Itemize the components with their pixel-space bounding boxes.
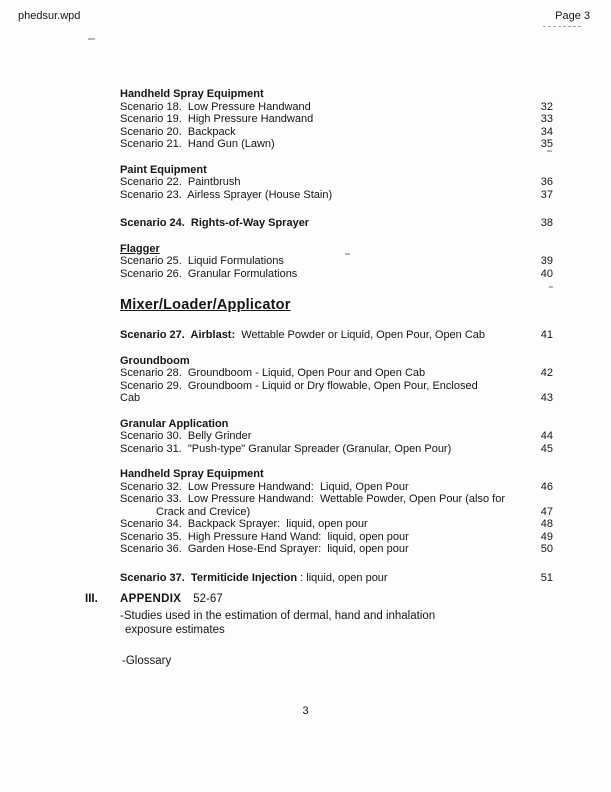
appendix-block xyxy=(85,592,555,668)
toc-page-number: 42 xyxy=(540,367,553,379)
toc-page-number: 47 xyxy=(540,505,553,518)
toc-page-number: 45 xyxy=(540,442,553,455)
scan-artifact xyxy=(88,38,95,40)
toc-item-label: Scenario 34. Backpack Sprayer: liquid, open pour xyxy=(120,518,368,530)
toc-item-bold-label: Scenario 37. Termiticide Injection xyxy=(120,571,298,584)
toc-item-label: Scenario 26. Granular Formulations xyxy=(120,267,298,280)
toc-item-label: Scenario 18. Low Pressure Handwand xyxy=(120,100,311,113)
toc-page-number: 48 xyxy=(540,518,553,530)
toc-page-number: 33 xyxy=(540,113,553,125)
toc-section-heading: Paint Equipment xyxy=(120,163,207,176)
toc-item-label xyxy=(120,217,523,230)
appendix-note-line2: exposure estimates xyxy=(125,624,225,636)
toc-item xyxy=(120,113,553,126)
toc-item xyxy=(120,126,553,139)
appendix-page-range: 52-67 xyxy=(193,593,223,605)
document-filename: phedsur.wpd xyxy=(18,10,81,22)
toc-section-heading: Handheld Spray Equipment xyxy=(120,88,264,100)
toc-page-number: 36 xyxy=(540,176,553,188)
toc-page-number: 50 xyxy=(540,543,553,555)
toc-item xyxy=(120,443,553,456)
toc-item xyxy=(120,430,553,443)
toc-item-label: Scenario 37. Termiticide Injection : liquid, open pour xyxy=(120,571,388,584)
appendix-note-line1: -Studies used in the estimation of dermal, hand and inhalation xyxy=(120,609,436,622)
toc-item-label: Scenario 32. Low Pressure Handwand: Liquid, Open Pour xyxy=(120,480,409,493)
scan-artifact xyxy=(543,26,581,27)
toc-item xyxy=(120,481,553,494)
toc-page-number: 37 xyxy=(540,188,553,201)
toc-major-heading: Mixer/Loader/Applicator xyxy=(120,297,291,313)
toc-item-line: Scenario 33. Low Pressure Handwand: Wettable Powder, Open Pour (also for xyxy=(120,493,506,505)
toc-item xyxy=(120,268,553,281)
toc-item-label: Scenario 36. Garden Hose-End Sprayer: liquid, open pour xyxy=(120,543,409,555)
toc-section-heading: Flagger xyxy=(120,242,160,255)
toc-item-label: Scenario 31. "Push-type" Granular Spreader (Granular, Open Pour) xyxy=(120,442,452,455)
page-header-label: Page 3 xyxy=(555,10,590,22)
toc-item-label: Scenario 35. High Pressure Hand Wand: liquid, open pour xyxy=(120,530,409,543)
toc-page-number: 43 xyxy=(540,392,553,404)
appendix-glossary: -Glossary xyxy=(122,654,172,667)
toc-item xyxy=(120,176,553,189)
toc-page-number: 35 xyxy=(540,138,553,150)
toc-item-label: Crack and Crevice) xyxy=(156,505,251,518)
toc-item xyxy=(120,392,553,405)
toc-page-number: 41 xyxy=(540,329,553,341)
toc-section-heading: Granular Application xyxy=(120,417,229,430)
toc-item xyxy=(120,101,553,114)
toc-item xyxy=(120,572,553,585)
table-of-contents xyxy=(120,88,553,584)
toc-item-label: Cab xyxy=(120,392,141,404)
appendix-title: APPENDIX xyxy=(120,593,182,605)
toc-item-label: Scenario 22. Paintbrush xyxy=(120,176,241,188)
toc-item-label: Scenario 28. Groundboom - Liquid, Open Pour and Open Cab xyxy=(120,367,426,379)
toc-item xyxy=(120,543,553,556)
toc-page-number: 39 xyxy=(540,255,553,267)
toc-item-bold-label: Scenario 27. Airblast: xyxy=(120,329,236,341)
toc-item xyxy=(120,506,553,519)
toc-page-number: 51 xyxy=(540,571,553,584)
toc-section-heading: Groundboom xyxy=(120,354,190,367)
toc-item xyxy=(120,367,553,380)
toc-item xyxy=(120,255,553,268)
toc-item xyxy=(120,329,553,342)
toc-page-number: 49 xyxy=(540,530,553,543)
toc-item xyxy=(120,531,553,544)
toc-page-number: 38 xyxy=(540,217,553,229)
toc-page-number: 32 xyxy=(540,100,553,113)
toc-page-number: 44 xyxy=(540,430,553,442)
toc-item-label: Scenario 21. Hand Gun (Lawn) xyxy=(120,138,275,150)
toc-item-label: Scenario 20. Backpack xyxy=(120,125,236,138)
page-number-footer: 3 xyxy=(302,705,309,717)
toc-item-label: Scenario 30. Belly Grinder xyxy=(120,430,252,442)
toc-item-label: Scenario 23. Airless Sprayer (House Stain) xyxy=(120,188,333,201)
appendix-numeral: III. xyxy=(85,593,98,605)
appendix-title-row xyxy=(85,592,555,607)
toc-item xyxy=(120,138,553,151)
toc-item-label: Scenario 27. Airblast: Wettable Powder or Liquid, Open Pour, Open Cab xyxy=(120,329,486,341)
toc-item xyxy=(120,217,553,230)
toc-item xyxy=(120,189,553,202)
toc-page-number: 34 xyxy=(540,125,553,138)
toc-item-bold-label: Scenario 24. Rights-of-Way Sprayer xyxy=(120,217,310,229)
toc-item xyxy=(120,518,553,531)
toc-item-label: Scenario 19. High Pressure Handwand xyxy=(120,113,314,125)
toc-section-heading: Handheld Spray Equipment xyxy=(120,468,264,480)
toc-page-number: 46 xyxy=(540,480,553,493)
toc-item-label: Scenario 25. Liquid Formulations xyxy=(120,255,284,267)
toc-page-number: 40 xyxy=(540,267,553,280)
toc-item-line: Scenario 29. Groundboom - Liquid or Dry flowable, Open Pour, Enclosed xyxy=(120,379,478,392)
